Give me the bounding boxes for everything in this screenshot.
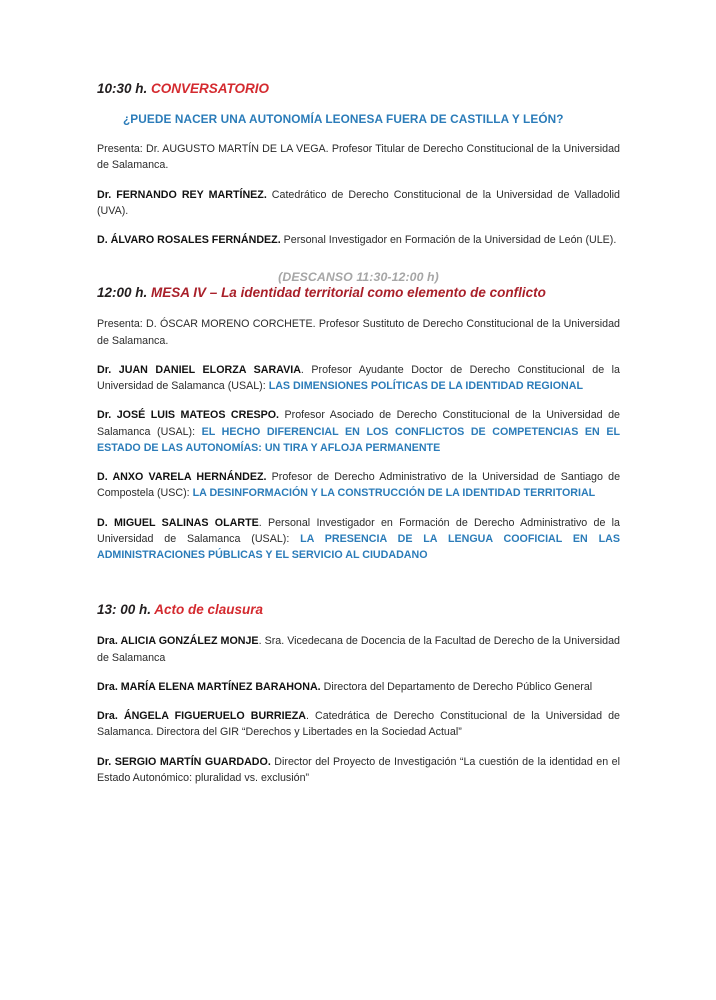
session-heading-clausura bbox=[97, 601, 620, 619]
speaker-description: . Catedrática de Derecho Constitucional de la Universidad de Salamanca. Directora del GIR “Derechos y Libertades en la Sociedad Actual” bbox=[97, 710, 620, 739]
entry-speaker-alicia-gonzalez bbox=[97, 633, 620, 666]
session-heading-conversatorio bbox=[97, 80, 620, 98]
speaker-description: Director del Proyecto de Investigación “La cuestión de la identidad en el Estado Autonómico: pluralidad vs. exclusión” bbox=[97, 755, 620, 784]
break-notice: (DESCANSO 11:30-12:00 h) bbox=[278, 270, 439, 285]
speaker-name: Dra. ÁNGELA FIGUERUELO BURRIEZA bbox=[97, 710, 306, 723]
entry-speaker-anxo-varela bbox=[97, 469, 620, 502]
entry-speaker-angela-figueruelo bbox=[97, 708, 620, 741]
session-time-conversatorio: 10:30 h. bbox=[97, 81, 148, 96]
entry-text: Presenta: Dr. AUGUSTO MARTÍN DE LA VEGA. Profesor Titular de Derecho Constitucional de la Universidad de Salamanca. bbox=[97, 143, 620, 172]
speaker-name: D. MIGUEL SALINAS OLARTE bbox=[97, 516, 259, 529]
session-heading-mesa-iv bbox=[97, 284, 620, 302]
speaker-description: Profesor de Derecho Administrativo de la Universidad de Santiago de Compostela (USC): bbox=[97, 471, 621, 500]
speaker-talk-title: LAS DIMENSIONES POLÍTICAS DE LA IDENTIDAD REGIONAL bbox=[268, 380, 583, 393]
panel-question-conversatorio: ¿PUEDE NACER UNA AUTONOMÍA LEONESA FUERA DE CASTILLA Y LEÓN? bbox=[123, 111, 564, 126]
entry-presenter-conversatorio bbox=[97, 141, 620, 174]
speaker-name: Dra. MARÍA ELENA MARTÍNEZ BARAHONA. bbox=[97, 680, 321, 693]
entry-speaker-fernando-rey bbox=[97, 187, 620, 220]
entry-speaker-jose-luis-mateos bbox=[97, 407, 620, 456]
speaker-name: Dr. SERGIO MARTÍN GUARDADO. bbox=[97, 755, 271, 768]
entry-speaker-juan-daniel-elorza bbox=[97, 362, 620, 395]
entry-speaker-miguel-salinas bbox=[97, 515, 620, 564]
speaker-name: D. ANXO VARELA HERNÁNDEZ. bbox=[97, 471, 267, 484]
speaker-description: . Profesor Ayudante Doctor de Derecho Constitucional de la Universidad de Salamanca (USAL): bbox=[97, 363, 621, 393]
speaker-name: D. ÁLVARO ROSALES FERNÁNDEZ. bbox=[97, 234, 281, 247]
speaker-name: Dra. ALICIA GONZÁLEZ MONJE bbox=[97, 635, 259, 648]
entry-speaker-maria-elena-martinez bbox=[97, 679, 620, 695]
speaker-talk-title: LA DESINFORMACIÓN Y LA CONSTRUCCIÓN DE LA IDENTIDAD TERRITORIAL bbox=[192, 487, 596, 500]
document-content-column bbox=[97, 80, 620, 786]
speaker-description: . Sra. Vicedecana de Docencia de la Facultad de Derecho de la Universidad de Salamanca bbox=[97, 635, 620, 664]
speaker-description: Directora del Departamento de Derecho Público General bbox=[320, 680, 593, 693]
speaker-description: Catedrático de Derecho Constitucional de la Universidad de Valladolid (UVA). bbox=[97, 188, 620, 217]
speaker-talk-title: LA PRESENCIA DE LA LENGUA COOFICIAL EN LAS ADMINISTRACIONES PÚBLICAS Y EL SERVICIO AL CIUDADANO bbox=[97, 532, 620, 562]
session-title-mesa-iv: MESA IV – La identidad territorial como elemento de conflicto bbox=[151, 285, 546, 301]
entry-presenter-mesa-iv bbox=[97, 316, 620, 349]
entry-speaker-sergio-martin bbox=[97, 754, 620, 787]
entry-speaker-alvaro-rosales bbox=[97, 232, 620, 248]
session-time-mesa-iv: 12:00 h. bbox=[97, 285, 148, 301]
speaker-talk-title: EL HECHO DIFERENCIAL EN LOS CONFLICTOS DE COMPETENCIAS EN EL ESTADO DE LAS AUTONOMÍAS: UN TIRA Y AFLOJA PERMANENTE bbox=[97, 425, 620, 454]
speaker-name: Dr. JUAN DANIEL ELORZA SARAVIA bbox=[97, 363, 301, 376]
session-time-clausura: 13: 00 h. bbox=[97, 602, 152, 618]
speaker-description: . Personal Investigador en Formación de Derecho Administrativo de la Universidad de Salamanca (USAL): bbox=[97, 516, 620, 545]
speaker-description: Profesor Asociado de Derecho Constitucional de la Universidad de Salamanca (USAL): bbox=[97, 409, 620, 438]
speaker-name: Dr. FERNANDO REY MARTÍNEZ. bbox=[97, 188, 267, 201]
section-spacer bbox=[97, 563, 620, 601]
session-title-conversatorio: CONVERSATORIO bbox=[151, 81, 270, 96]
session-title-clausura: Acto de clausura bbox=[154, 602, 264, 618]
speaker-description: Personal Investigador en Formación de la Universidad de León (ULE). bbox=[280, 234, 617, 247]
speaker-name: Dr. JOSÉ LUIS MATEOS CRESPO. bbox=[97, 409, 280, 422]
entry-text: Presenta: D. ÓSCAR MORENO CORCHETE. Profesor Sustituto de Derecho Constitucional de la Universidad de Salamanca. bbox=[97, 318, 620, 347]
